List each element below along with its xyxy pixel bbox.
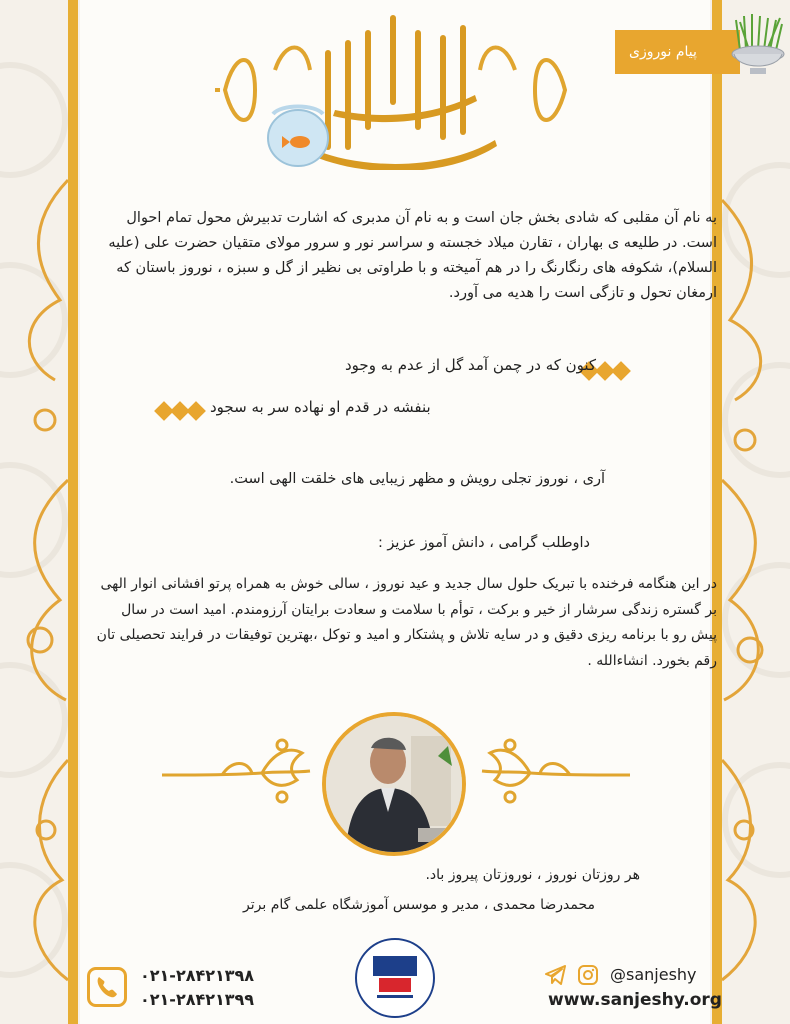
- telegram-icon[interactable]: [545, 965, 567, 985]
- intro-paragraph: به نام آن مقلبی که شادی بخش جان است و به نام آن مدبری که اشارت تدبیرش محول تمام احوال است. در طلیعه ی بهاران ، تقارن میلاد خجسته و سراسر نور و سرور مولای متقیان حضرت علی (علیه السلام)، شکوفه های رنگارنگ را در هم آمیخته و با طراوتی بی نظیر از گل و سبزه ، نوروز باستان که ارمغان تحول و تازگی است را هدیه می آورد.: [108, 210, 717, 301]
- wish-paragraph: در این هنگامه فرخنده با تبریک حلول سال جدید و عید نوروز ، سالی خوش به همراه پرتو افشانی انوار الهی بر گستره زندگی سرشار از خیر و برکت ، توأم با سلامت و سعادت برایتان آرزومندم. امید است در سال پیش رو با برنامه ریزی دقیق و در سایه تلاش و پشتکار و امید و توکل ،بهترین توفیقات در فرایند تحصیلی تان رقم بخورد. انشاءالله .: [96, 576, 717, 669]
- nowruz-message-badge: [615, 30, 740, 74]
- instagram-icon[interactable]: [578, 965, 598, 985]
- social-handle[interactable]: @sanjeshy: [610, 965, 697, 984]
- sabzeh-icon: [730, 12, 790, 82]
- right-flourish-ornament: [480, 735, 630, 805]
- phone-number-2[interactable]: ۰۲۱-۲۸۴۲۱۳۹۹: [140, 990, 255, 1009]
- calligraphy-title: [215, 10, 575, 170]
- nowruz-statement: آری ، نوروز تجلی رویش و مظهر زیبایی های خلقت الهی است.: [229, 471, 605, 487]
- phone-number-1[interactable]: ۰۲۱-۲۸۴۲۱۳۹۸: [140, 966, 255, 985]
- website-link[interactable]: www.sanjeshy.org: [548, 990, 722, 1010]
- poem-line-1: کنون که در چمن آمد گل از عدم به وجود: [345, 356, 597, 374]
- badge-label: پیام نوروزی: [629, 44, 697, 60]
- signature-wish: هر روزتان نوروز ، نوروزتان پیروز باد.: [425, 867, 640, 883]
- poem-line-2: بنفشه در قدم او نهاده سر به سجود: [210, 398, 431, 416]
- phone-icon: [87, 967, 127, 1007]
- right-ornament-border: [710, 0, 790, 1024]
- director-portrait: [326, 716, 462, 852]
- director-portrait-frame: [322, 712, 466, 856]
- greeting-line: داوطلب گرامی ، دانش آموز عزیز :: [377, 535, 590, 551]
- school-logo: [355, 938, 435, 1018]
- right-gold-stripe: [712, 0, 722, 1024]
- left-flourish-ornament: [162, 735, 312, 805]
- left-gold-stripe: [68, 0, 78, 1024]
- poem-ornament-2: [157, 404, 203, 418]
- signature-name-title: محمدرضا محمدی ، مدیر و موسس آموزشگاه علمی گام برتر: [243, 897, 595, 913]
